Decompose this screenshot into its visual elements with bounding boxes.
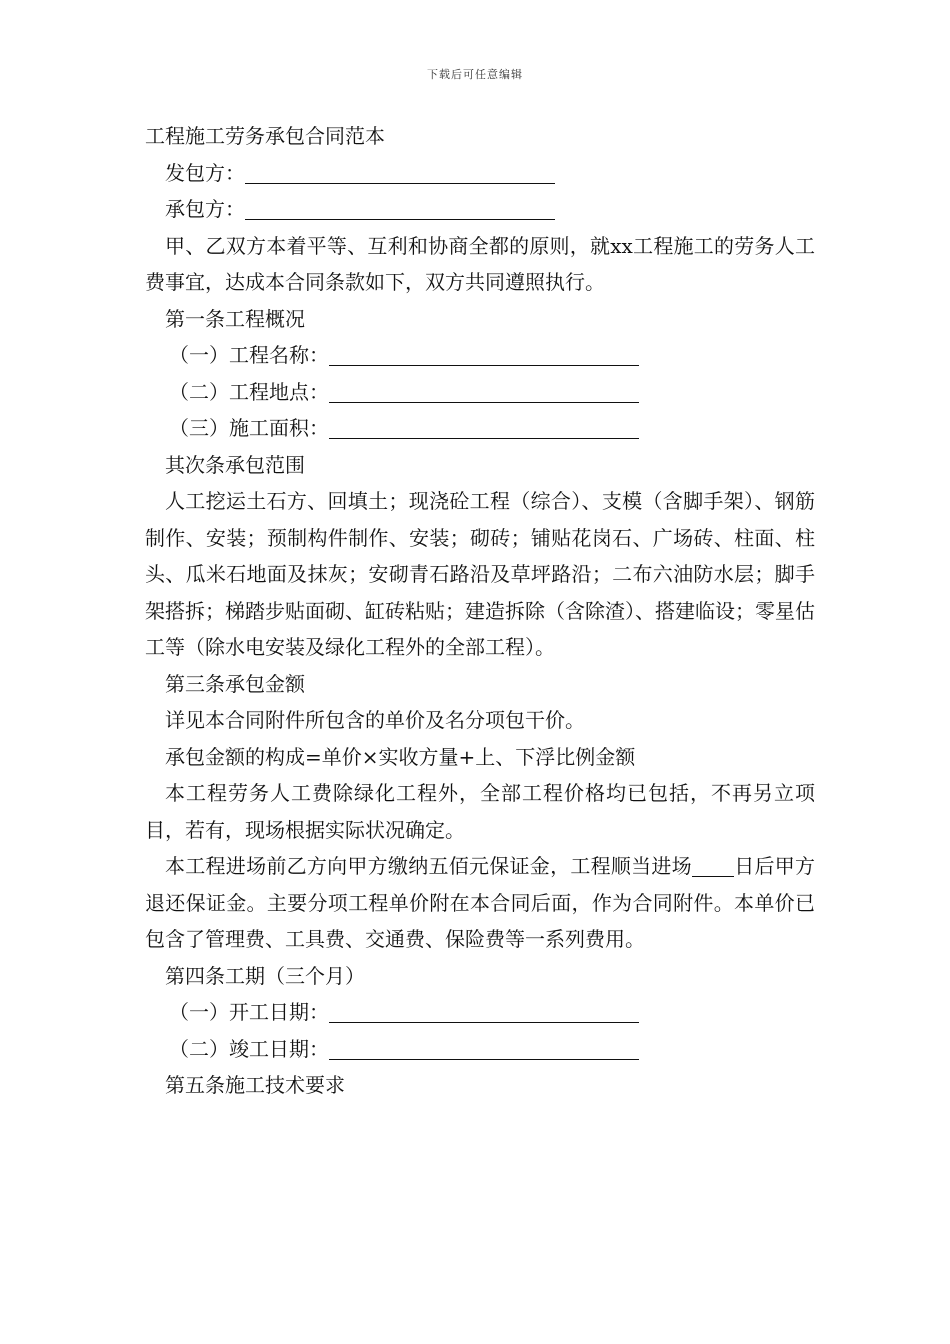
- deposit-text-cont: 日后甲方退还保证金。主要分项工程单价附在本合同后面，作为合同附件。本单价已包含了管理费、工具费、交通费、保险费等一系列费用。: [145, 854, 816, 951]
- completion-date-label: （二）竣工日期：: [169, 1036, 329, 1061]
- construction-area-label: （三）施工面积：: [169, 416, 329, 440]
- start-date-label: （一）开工日期：: [169, 1000, 329, 1024]
- page-header-note: 下载后可任意编辑: [427, 68, 523, 81]
- party-a-line: [145, 155, 815, 192]
- party-b-blank: [245, 199, 555, 220]
- days-blank: [692, 856, 734, 877]
- party-a-label: 发包方：: [165, 160, 245, 185]
- article2-body: 人工挖运土石方、回填土；现浇砼工程（综合）、支模（含脚手架）、钢筋制作、安装；预制构件制作、安装；砌砖；铺贴花岗石、广场砖、柱面、柱头、瓜米石地面及抹灰；安砌青石路沿及草坪路沿；二布六油防水层；脚手架搭拆；梯踏步贴面砌、缸砖粘贴；建造拆除（含除渣）、搭建临设；零星估工等（除水电安装及绿化工程外的全部工程）。: [145, 489, 815, 659]
- project-location-blank: [329, 382, 639, 403]
- article3-paragraph2: [145, 848, 815, 958]
- contract-document: [145, 118, 815, 1104]
- project-name-blank: [329, 345, 639, 366]
- article4-heading: 第四条工期（三个月）: [165, 963, 365, 988]
- completion-date-line: [145, 1031, 815, 1068]
- deposit-text: 本工程进场前乙方向甲方缴纳五佰元保证金，工程顺当进场: [165, 854, 692, 878]
- article1-heading: 第一条工程概况: [165, 306, 305, 331]
- article3-paragraph1: 本工程劳务人工费除绿化工程外，全部工程价格均已包括，不再另立项目，若有，现场根据实际状况确定。: [145, 781, 815, 842]
- completion-date-blank: [329, 1039, 639, 1060]
- project-location-label: （二）工程地点：: [169, 379, 329, 404]
- article3-line1: 详见本合同附件所包含的单价及名分项包干价。: [165, 708, 585, 732]
- article3-line2: 承包金额的构成=单价×实收方量+上、下浮比例金额: [165, 744, 636, 769]
- party-b-line: [145, 191, 815, 228]
- party-a-blank: [245, 163, 555, 184]
- start-date-line: [145, 994, 815, 1031]
- document-title: 工程施工劳务承包合同范本: [145, 124, 385, 148]
- construction-area-line: [145, 410, 815, 447]
- start-date-blank: [329, 1002, 639, 1023]
- intro-paragraph: 甲、乙双方本着平等、互利和协商全都的原则，就xx工程施工的劳务人工费事宜，达成本合同条款如下，双方共同遵照执行。: [145, 233, 815, 294]
- article5-heading: 第五条施工技术要求: [165, 1073, 345, 1097]
- project-location-line: [145, 374, 815, 411]
- article2-heading: 其次条承包范围: [165, 452, 305, 477]
- construction-area-blank: [329, 418, 639, 439]
- project-name-label: （一）工程名称：: [169, 343, 329, 367]
- project-name-line: [145, 337, 815, 374]
- party-b-label: 承包方：: [165, 197, 245, 221]
- article3-heading: 第三条承包金额: [165, 671, 305, 696]
